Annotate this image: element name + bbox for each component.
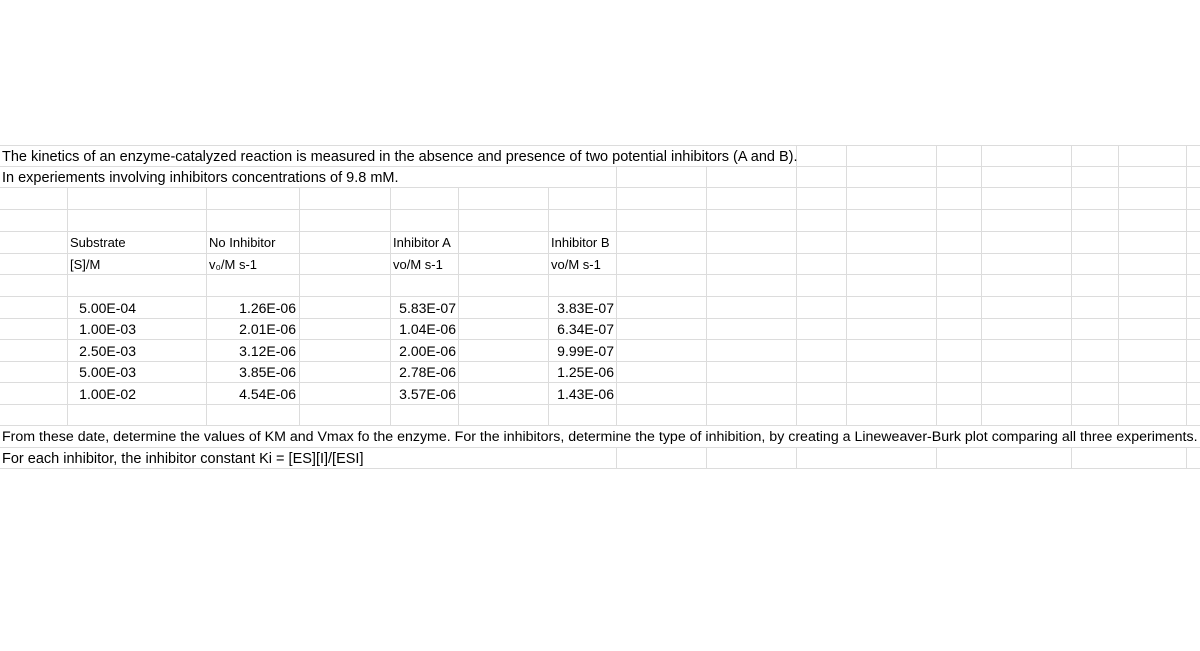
row-gridline <box>0 166 1200 167</box>
header-substrate[interactable]: Substrate <box>70 235 126 250</box>
cell-inhibitor-a[interactable]: 5.83E-07 <box>399 300 456 316</box>
row-gridline <box>0 382 1200 383</box>
row-gridline <box>0 447 1200 448</box>
cell-inhibitor-a[interactable]: 3.57E-06 <box>399 386 456 402</box>
cell-no-inhibitor[interactable]: 3.12E-06 <box>239 343 296 359</box>
cell-inhibitor-a[interactable]: 1.04E-06 <box>399 321 456 337</box>
column-gridline <box>706 447 707 468</box>
cell-no-inhibitor[interactable]: 3.85E-06 <box>239 364 296 380</box>
column-gridline <box>458 187 459 425</box>
cell-inhibitor-a[interactable]: 2.00E-06 <box>399 343 456 359</box>
intro-line-1[interactable]: The kinetics of an enzyme-catalyzed reaction is measured in the absence and presence of two potential inhibitors (A and B). <box>2 149 798 165</box>
cell-substrate[interactable]: 2.50E-03 <box>79 343 136 359</box>
column-gridline <box>1186 145 1187 425</box>
cell-no-inhibitor[interactable]: 1.26E-06 <box>239 300 296 316</box>
row-gridline <box>0 209 1200 210</box>
cell-inhibitor-b[interactable]: 1.25E-06 <box>557 364 614 380</box>
row-gridline <box>0 253 1200 254</box>
row-gridline <box>0 361 1200 362</box>
column-gridline <box>1118 145 1119 425</box>
column-gridline <box>936 145 937 425</box>
column-gridline <box>299 187 300 425</box>
cell-substrate[interactable]: 5.00E-04 <box>79 300 136 316</box>
column-gridline <box>1071 145 1072 425</box>
unit-no-inhibitor[interactable]: v₀/M s-1 <box>209 257 258 272</box>
cell-inhibitor-b[interactable]: 3.83E-07 <box>557 300 614 316</box>
cell-no-inhibitor[interactable]: 4.54E-06 <box>239 386 296 402</box>
cell-inhibitor-b[interactable]: 1.43E-06 <box>557 386 614 402</box>
cell-substrate[interactable]: 5.00E-03 <box>79 364 136 380</box>
cell-inhibitor-a[interactable]: 2.78E-06 <box>399 364 456 380</box>
unit-inhibitor-a[interactable]: vo/M s-1 <box>393 257 443 272</box>
cell-substrate[interactable]: 1.00E-03 <box>79 321 136 337</box>
row-gridline <box>0 187 1200 188</box>
question-line-2[interactable]: For each inhibitor, the inhibitor constant Ki = [ES][I]/[ESI] <box>2 451 364 467</box>
column-gridline <box>981 145 982 425</box>
column-gridline <box>846 145 847 425</box>
intro-line-2[interactable]: In experiements involving inhibitors concentrations of 9.8 mM. <box>2 170 399 186</box>
cell-no-inhibitor[interactable]: 2.01E-06 <box>239 321 296 337</box>
cell-inhibitor-b[interactable]: 6.34E-07 <box>557 321 614 337</box>
header-inhibitor-b[interactable]: Inhibitor B <box>551 235 610 250</box>
row-gridline <box>0 145 1200 146</box>
question-line-1[interactable]: From these date, determine the values of KM and Vmax fo the enzyme. For the inhibitors, determine the type of inhibition, by creating a Lineweaver-Burk plot comparing all three experiments. <box>2 429 1198 445</box>
column-gridline <box>1071 447 1072 468</box>
row-gridline <box>0 296 1200 297</box>
row-gridline <box>0 468 1200 469</box>
column-gridline <box>616 447 617 468</box>
column-gridline <box>796 145 797 425</box>
column-gridline <box>1186 447 1187 468</box>
unit-substrate[interactable]: [S]/M <box>70 257 101 272</box>
row-gridline <box>0 231 1200 232</box>
unit-inhibitor-b[interactable]: vo/M s-1 <box>551 257 601 272</box>
row-gridline <box>0 339 1200 340</box>
cell-substrate[interactable]: 1.00E-02 <box>79 386 136 402</box>
header-inhibitor-a[interactable]: Inhibitor A <box>393 235 451 250</box>
cell-inhibitor-b[interactable]: 9.99E-07 <box>557 343 614 359</box>
row-gridline <box>0 425 1200 426</box>
column-gridline <box>616 166 617 425</box>
column-gridline <box>796 447 797 468</box>
row-gridline <box>0 404 1200 405</box>
row-gridline <box>0 274 1200 275</box>
column-gridline <box>706 166 707 425</box>
column-gridline <box>936 447 937 468</box>
header-no-inhibitor[interactable]: No Inhibitor <box>209 235 276 250</box>
row-gridline <box>0 318 1200 319</box>
